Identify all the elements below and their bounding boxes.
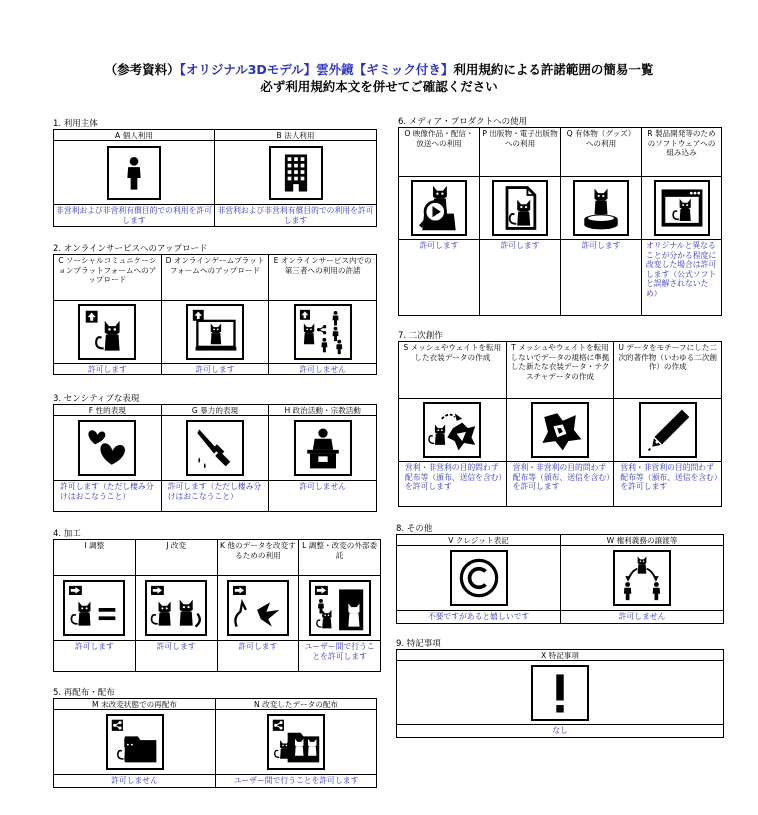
item-j-modification: [136, 540, 218, 672]
transfer-rights-icon: [613, 550, 671, 606]
item-label: X 特記事項: [397, 650, 723, 661]
item-label: V クレジット表記: [397, 535, 560, 546]
item-label: U データをモチーフにした二次的著作物（いわゆる二次創作）の作成: [614, 342, 721, 399]
section-heading: 9. 特記事項: [396, 639, 441, 649]
item-label: I 調整: [54, 540, 135, 576]
item-d-game-platform-upload: [162, 255, 270, 375]
item-result: 許可します: [136, 640, 217, 672]
item-label: Q 有体物（グッズ）への利用: [561, 128, 641, 177]
item-result: 不要ですがあると嬉しいです: [397, 610, 560, 624]
section-heading: 1. 利用主体: [53, 119, 98, 129]
section-heading: 3. センシティブな表現: [53, 394, 140, 404]
exclamation-icon: [531, 665, 589, 721]
item-result: 許可します: [399, 239, 479, 316]
item-result: 営利・非営利の目的問わず配布等（頒布、送信を含む）を許可します: [614, 461, 721, 507]
item-result: 許可しません: [54, 774, 215, 788]
item-result: 許可します（ただし棲み分けはおこなうこと）: [162, 480, 269, 512]
item-label: G 暴力的表現: [162, 405, 269, 416]
item-label: F 性的表現: [54, 405, 161, 416]
item-result: オリジナルと異なることが分かる程度に改変した場合は許可します（公式ソフトと誤解されないため）: [642, 239, 721, 316]
item-t-new-data: [507, 342, 615, 507]
figure-icon: [573, 180, 629, 236]
item-f-sexual-expression: [54, 405, 162, 512]
redistribute-icon: [106, 714, 164, 770]
outsource-icon: [309, 580, 371, 636]
item-result: 許可します: [480, 239, 560, 316]
item-m-redistribution: [54, 699, 216, 788]
item-v-credit: [397, 535, 561, 624]
item-result: 許可しません: [561, 610, 723, 624]
section-heading: 5. 再配布・配布: [53, 688, 115, 698]
other-data-icon: [227, 580, 289, 636]
item-label: P 出版物・電子出版物への利用: [480, 128, 560, 177]
item-result: 非営利および非営利有償目的での利用を許可します: [215, 204, 376, 227]
item-i-adjustment: [54, 540, 136, 672]
item-result: 許可します: [54, 363, 161, 376]
share-users-icon: [294, 304, 352, 360]
item-label: K 他のデータを改変するための利用: [218, 540, 299, 576]
item-h-political-religious: [269, 405, 377, 512]
title-prefix: （参考資料）: [104, 62, 180, 77]
page-title: [0, 60, 758, 78]
person-icon: [107, 146, 161, 200]
item-q-goods-use: [561, 128, 642, 316]
item-result: 非営利および非営利有償目的での利用を許可します: [54, 204, 214, 227]
software-icon: [654, 180, 710, 236]
title-model-name: 【オリジナル3Dモデル】雲外鏡【ギミック付き】: [179, 62, 454, 77]
mesh-transfer-icon: [423, 402, 481, 458]
section-heading: 2. オンラインサービスへのアップロード: [53, 244, 208, 254]
pen-icon: [639, 402, 697, 458]
upload-cat-icon: [78, 304, 136, 360]
item-c-social-upload: [54, 255, 162, 375]
item-label: R 製品開発等のためのソフトウェアへの組み込み: [642, 128, 721, 177]
item-s-mesh-transfer: [399, 342, 507, 507]
item-u-derivative-creation: [614, 342, 722, 507]
item-x-special-notes: [397, 650, 724, 738]
item-result: 許可します: [218, 640, 299, 672]
item-result: 許可します: [162, 363, 269, 376]
item-label: B 法人利用: [215, 130, 376, 141]
video-icon: [411, 180, 467, 236]
item-label: E オンラインサービス内での第三者への利用の許諾: [269, 255, 376, 301]
copyright-icon: [450, 550, 508, 606]
item-label: O 映像作品・配信・放送への利用: [399, 128, 479, 177]
section-heading: 7. 二次創作: [398, 331, 443, 341]
item-label: D オンラインゲームプラットフォームへのアップロード: [162, 255, 269, 301]
item-label: N 改変したデータの配布: [216, 699, 376, 710]
item-k-other-data-use: [218, 540, 300, 672]
page-subtitle: 必ず利用規約本文を併せてご確認ください: [260, 79, 498, 94]
item-g-violent-expression: [162, 405, 270, 512]
item-result: 許可しません: [269, 480, 376, 512]
item-result: 許可します: [561, 239, 641, 316]
item-b-corporate-use: [215, 130, 377, 227]
title-suffix: 利用規約による許諾範囲の簡易一覧: [453, 62, 654, 77]
adjust-icon: [63, 580, 125, 636]
distribute-modified-icon: [267, 714, 325, 770]
item-result: 許可しません: [269, 363, 376, 376]
podium-icon: [294, 420, 352, 476]
knife-icon: [186, 420, 244, 476]
item-label: A 個人利用: [54, 130, 214, 141]
item-label: H 政治活動・宗教活動: [269, 405, 376, 416]
section-heading: 4. 加工: [53, 529, 81, 539]
item-result: 営利・非営利の目的問わず配布等（頒布、送信を含む）を許可します: [399, 461, 506, 507]
item-result: ユーザー間で行うことを許可します: [299, 640, 380, 672]
item-w-rights-transfer: [561, 535, 724, 624]
publication-icon: [492, 180, 548, 236]
item-e-third-party-license: [269, 255, 377, 375]
item-label: W 権利義務の譲渡等: [561, 535, 723, 546]
item-l-outsourcing: [299, 540, 381, 672]
building-icon: [269, 146, 323, 200]
game-platform-icon: [186, 304, 244, 360]
modify-icon: [145, 580, 207, 636]
item-label: C ソーシャルコミュニケーションプラットフォームへのアップロード: [54, 255, 161, 301]
hearts-icon: [78, 420, 136, 476]
section-heading: 6. メディア・プロダクトへの使用: [398, 117, 528, 127]
item-p-publication-use: [480, 128, 561, 316]
item-label: T メッシュやウェイトを転用しないでデータの規格に準拠した新たな衣装データ・テクスチャデータの作成: [507, 342, 614, 399]
new-data-icon: [531, 402, 589, 458]
item-result: 許可します（ただし棲み分けはおこなうこと）: [54, 480, 161, 512]
item-result: 許可します: [54, 640, 135, 672]
item-label: L 調整・改変の外部委託: [299, 540, 380, 576]
item-result: ユーザー間で行うことを許可します: [216, 774, 376, 788]
item-r-software-embed: [642, 128, 722, 316]
item-o-video-use: [399, 128, 480, 316]
item-label: S メッシュやウェイトを転用した衣装データの作成: [399, 342, 506, 399]
item-result: なし: [397, 724, 723, 738]
item-label: J 改変: [136, 540, 217, 576]
item-a-personal-use: [54, 130, 215, 227]
item-label: M 未改変状態での再配布: [54, 699, 215, 710]
item-result: 営利・非営利の目的問わず配布等（頒布、送信を含む）を許可します: [507, 461, 614, 507]
section-heading: 8. その他: [396, 524, 433, 534]
item-n-modified-distribution: [216, 699, 377, 788]
